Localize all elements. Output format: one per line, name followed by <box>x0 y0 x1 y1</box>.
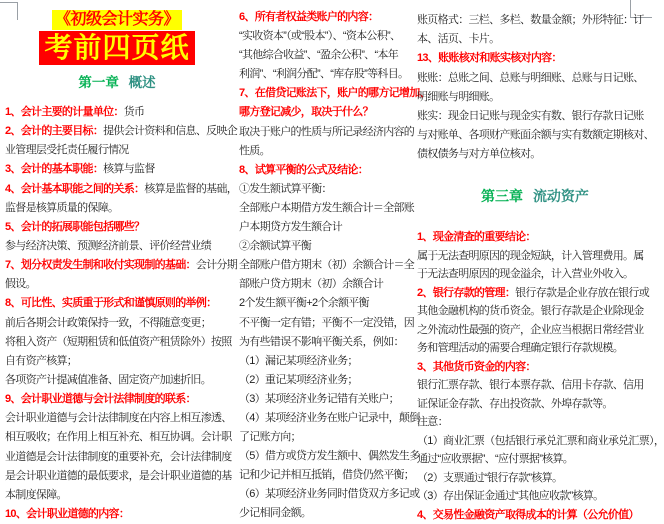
text-run: 账实：现金日记账与现金实有数、银行存款日记账 <box>417 110 644 122</box>
text-line <box>239 352 437 371</box>
text-line <box>239 8 437 27</box>
text-line <box>239 84 437 103</box>
text-run: 货币 <box>124 106 145 118</box>
text-run: 债权债务与对方单位核对。 <box>417 148 541 160</box>
document-header <box>0 10 234 91</box>
text-run: 会计职业道德与会计法律制度在内容上相互渗透、 <box>5 412 232 424</box>
text-line <box>417 432 653 451</box>
text-line <box>417 506 653 524</box>
chapter-3-number: 第三章 <box>481 188 523 204</box>
text-run: 本制度保障。 <box>5 489 67 501</box>
text-line <box>239 237 437 256</box>
chapter-3-heading <box>417 186 653 206</box>
text-line <box>417 30 653 49</box>
text-run: 注意： <box>417 416 448 428</box>
text-run: 账账：总账之间、总账与明细账、总账与日记账、 <box>417 72 644 84</box>
text-run: 属于无法查明原因的现金短缺，计入管理费用。属 <box>417 250 644 262</box>
text-line <box>417 126 653 145</box>
text-line <box>239 294 437 313</box>
text-line <box>5 428 233 447</box>
text-line <box>239 123 437 142</box>
text-line <box>5 275 233 294</box>
highlighted-text-run: 13、账账核对和账实核对内容： <box>417 52 562 64</box>
text-line <box>417 69 653 88</box>
text-run: 核算是监督的基础， <box>144 183 237 195</box>
highlighted-text-run: 2、银行存款的管理： <box>417 287 515 299</box>
highlighted-text-run: 6、所有者权益类账户的内容： <box>239 11 378 23</box>
text-line <box>5 122 233 141</box>
text-run: 核算与监督 <box>103 163 155 175</box>
highlighted-text-run: 1、会计主要的计量单位： <box>5 106 124 118</box>
chapter-3-title: 流动资产 <box>533 188 589 204</box>
text-line <box>239 447 437 466</box>
text-line <box>5 333 233 352</box>
text-line <box>417 88 653 107</box>
text-run: 记和少记并相互抵销，借贷仍然平衡； <box>239 469 414 481</box>
text-line <box>5 237 233 256</box>
text-run: （1）商业汇票（包括银行承兑汇票和商业承兑汇票）， <box>417 435 664 447</box>
text-line <box>239 256 437 275</box>
text-run: 会计分期 <box>196 259 237 271</box>
text-run: 取决于账户的性质与所记录经济内容的 <box>239 126 414 138</box>
text-run: 少记相同金额。 <box>239 507 311 519</box>
text-run: （3）某项经济业务记错有关账户； <box>239 393 399 405</box>
text-run: 证保证金存款、存出投资款、外埠存款等。 <box>417 398 613 410</box>
text-line <box>417 339 653 358</box>
text-run: 提供会计资料和信息、反映企 <box>103 125 237 137</box>
text-line <box>5 371 233 390</box>
text-run: “其他综合收益”、“盈余公积”、“本年 <box>239 49 398 61</box>
text-run: 前后各期会计政策保持一致，不得随意变更； <box>5 317 211 329</box>
highlighted-text-run: 9、会计职业道德与会计法律制度的联系： <box>5 393 196 405</box>
text-line <box>417 11 653 30</box>
text-line <box>417 265 653 284</box>
text-line <box>239 409 437 428</box>
text-line <box>417 469 653 488</box>
text-run: （5）借方或贷方发生额中、偶然发生多 <box>239 450 420 462</box>
text-line <box>239 65 437 84</box>
highlighted-text-run: 7、在借贷记账法下，账户的哪方记增加、 <box>239 87 430 99</box>
text-line <box>239 485 437 504</box>
text-run: “实收资本”（或“股本”）、“资本公积”、 <box>239 30 400 42</box>
text-line <box>417 450 653 469</box>
text-line <box>239 142 437 161</box>
text-run: ①发生额试算平衡： <box>239 183 332 195</box>
text-line <box>5 199 233 218</box>
text-line <box>417 284 653 303</box>
text-line <box>239 180 437 199</box>
text-run: 假设。 <box>5 278 36 290</box>
text-run: 账页格式：三栏、多栏、数量金额；外形特征：订 <box>417 14 644 26</box>
text-line <box>239 275 437 294</box>
text-line <box>239 103 437 122</box>
text-line <box>239 161 437 180</box>
text-line <box>5 352 233 371</box>
page-corner-mark <box>0 2 17 3</box>
text-run: 业管理层受托责任履行情况 <box>5 144 129 156</box>
text-line <box>239 314 437 333</box>
text-line <box>5 486 233 505</box>
text-run: 之外流动性最强的资产，企业应当根据日常经营业 <box>417 324 644 336</box>
text-run: 自有资产核算； <box>5 355 77 367</box>
text-line <box>5 505 233 524</box>
text-line <box>417 145 653 164</box>
text-line <box>5 103 233 122</box>
text-run: 相互吸收；在作用上相互补充、相互协调。会计职 <box>5 431 232 443</box>
highlighted-text-run: 8、试算平衡的公式及结论： <box>239 164 368 176</box>
text-run: 业道德是会计法律制度的重要补充，会计法律制度 <box>5 451 232 463</box>
text-run: 全部账户借方期末（初）余额合计＝全 <box>239 259 414 271</box>
text-run: ②余额试算平衡 <box>239 240 311 252</box>
highlighted-text-run: 7、划分权责发生制和收付实现制的基础： <box>5 259 196 271</box>
text-run: 银行汇票存款、银行本票存款、信用卡存款、信用 <box>417 379 644 391</box>
highlighted-text-run: 哪方登记减少，取决于什么？ <box>239 106 373 118</box>
text-line <box>239 371 437 390</box>
text-line <box>5 448 233 467</box>
text-column-2 <box>239 8 437 524</box>
text-line <box>239 504 437 523</box>
text-line <box>417 321 653 340</box>
text-column-1 <box>5 103 233 524</box>
text-line <box>417 228 653 247</box>
highlighted-text-run: 10、会计职业道德的内容： <box>5 508 129 520</box>
text-run: 2个发生额平衡+2个余额平衡 <box>239 297 369 309</box>
text-run: 不平衡一定有错；平衡不一定没错，因 <box>239 317 414 329</box>
highlighted-text-run: 8、可比性、实质重于形式和谨慎原则的举例： <box>5 297 216 309</box>
text-run: 银行存款是企业存放在银行或 <box>515 287 649 299</box>
text-line <box>5 467 233 486</box>
text-run: （2）支票通过“银行存款”核算。 <box>417 472 562 484</box>
text-line <box>417 302 653 321</box>
text-run: 将租入资产（短期租赁和低值资产租赁除外）按照 <box>5 336 232 348</box>
exam-banner: 考前四页纸 <box>39 31 194 65</box>
text-run: 参与经济决策、预测经济前景、评价经营业绩 <box>5 240 211 252</box>
text-run: 监督是核算质量的保障。 <box>5 202 118 214</box>
text-run: 户本期贷方发生额合计 <box>239 221 342 233</box>
text-line <box>5 409 233 428</box>
text-line <box>5 390 233 409</box>
text-run: 性质。 <box>239 145 270 157</box>
text-line <box>5 294 233 313</box>
text-run: （6）某项经济业务同时借贷双方多记或 <box>239 488 420 500</box>
text-line <box>417 413 653 432</box>
text-run: 全部账户本期借方发生额合计＝全部账 <box>239 202 414 214</box>
text-line <box>239 199 437 218</box>
text-run: 了记账方向； <box>239 431 301 443</box>
text-run: 本、活页、卡片。 <box>417 33 499 45</box>
highlighted-text-run: 1、现金清查的重要结论： <box>417 231 536 243</box>
text-line <box>5 218 233 237</box>
text-line <box>239 390 437 409</box>
highlighted-text-run: 3、其他货币资金的内容： <box>417 361 536 373</box>
text-line <box>5 314 233 333</box>
highlighted-text-run: 3、会计的基本职能： <box>5 163 103 175</box>
text-run: 于无法查明原因的现金溢余，计入营业外收入。 <box>417 268 633 280</box>
book-title-badge: 《初级会计实务》 <box>52 10 182 30</box>
text-line <box>239 46 437 65</box>
text-run: 其他金融机构的货币资金。银行存款是企业除现金 <box>417 305 644 317</box>
text-run: 为有些错误不影响平衡关系，例如： <box>239 336 404 348</box>
text-line <box>417 487 653 506</box>
highlighted-text-run: 4、交易性金融资产取得成本的计算（公允价值） <box>417 509 639 521</box>
text-run: 明细账与明细账。 <box>417 91 499 103</box>
text-line <box>239 27 437 46</box>
text-line <box>417 376 653 395</box>
text-line <box>5 160 233 179</box>
text-line <box>417 49 653 68</box>
text-run: （1）漏记某项经济业务； <box>239 355 358 367</box>
text-line <box>5 256 233 275</box>
highlighted-text-run: 5、会计的拓展职能包括哪些？ <box>5 221 144 233</box>
chapter-1-number: 第一章 <box>78 75 119 90</box>
text-column-3-top <box>417 11 653 165</box>
text-line <box>5 141 233 160</box>
text-run: （4）某项经济业务在账户记录中，颠倒 <box>239 412 420 424</box>
chapter-1-heading <box>0 71 234 91</box>
text-line <box>5 180 233 199</box>
text-run: 与对账单、各项财产账面余额与实有数额定期核对、 <box>417 129 654 141</box>
text-line <box>417 247 653 266</box>
text-run: 是会计职业道德的最低要求，是会计职业道德的基 <box>5 470 232 482</box>
text-line <box>239 333 437 352</box>
text-line <box>417 358 653 377</box>
highlighted-text-run: 2、会计的主要目标： <box>5 125 103 137</box>
text-line <box>239 466 437 485</box>
text-column-3-bottom <box>417 228 653 524</box>
text-run: （3）存出保证金通过“其他应收款”核算。 <box>417 490 603 502</box>
text-run: 部账户贷方期末（初）余额合计 <box>239 278 383 290</box>
text-line <box>417 395 653 414</box>
text-run: （2）重记某项经济业务； <box>239 374 358 386</box>
text-run: 利润”、“利润分配”、“库存股”等科目。 <box>239 68 408 80</box>
text-run: 各项资产计提减值准备、固定资产加速折旧。 <box>5 374 211 386</box>
text-line <box>239 428 437 447</box>
text-line <box>417 107 653 126</box>
text-run: 务和管理活动的需要合理确定银行存款规模。 <box>417 342 623 354</box>
highlighted-text-run: 4、会计基本职能之间的关系： <box>5 183 144 195</box>
text-line <box>239 218 437 237</box>
chapter-1-title: 概述 <box>129 75 156 90</box>
text-run: 通过“应收票据”、“应付票据”核算。 <box>417 453 573 465</box>
